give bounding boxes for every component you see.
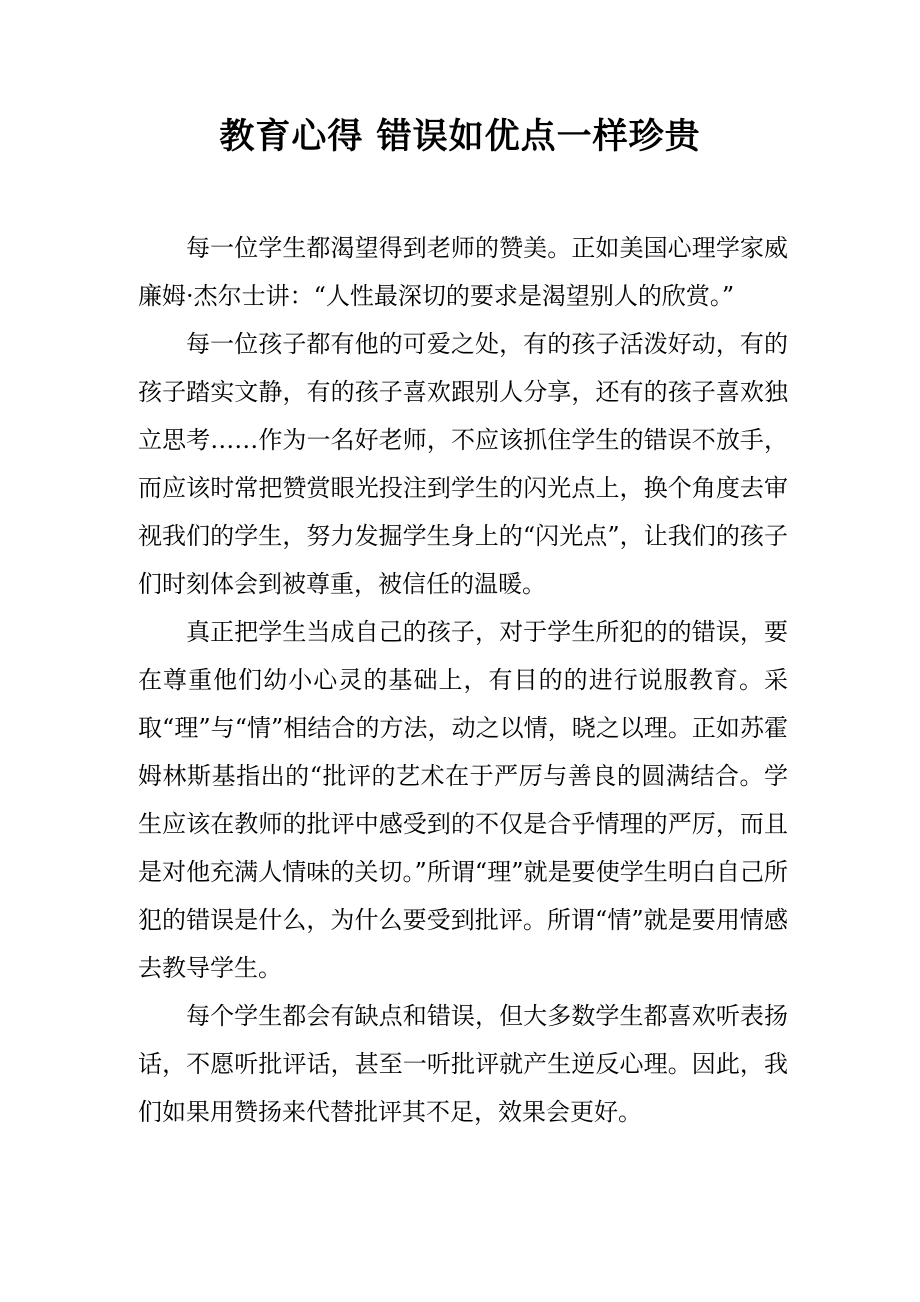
paragraph-3: 真正把学生当成自己的孩子，对于学生所犯的的错误，要在尊重他们幼小心灵的基础上，有目的的进行说服教育。采取“理”与“情”相结合的方法，动之以情，晓之以理。正如苏霍姆林斯基指出的“批评的艺术在于严厉与善良的圆满结合。学生应该在教师的批评中感受到的不仅是合乎情理的严厉，而且是对他充满人情味的关切。”所谓“理”就是要使学生明白自己所犯的错误是什么，为什么要受到批评。所谓“情”就是要用情感去教导学生。 xyxy=(138,618,788,982)
paragraph-4: 每个学生都会有缺点和错误，但大多数学生都喜欢听表扬话，不愿听批评话，甚至一听批评就产生逆反心理。因此，我们如果用赞扬来代替批评其不足，效果会更好。 xyxy=(138,1002,788,1126)
document-title: 教育心得 错误如优点一样珍贵 xyxy=(219,116,701,157)
document-body xyxy=(138,224,788,1136)
paragraph-1: 每一位学生都渴望得到老师的赞美。正如美国心理学家威廉姆·杰尔士讲：“人性最深切的要求是渴望别人的欣赏。” xyxy=(138,234,788,310)
paragraph-2: 每一位孩子都有他的可爱之处，有的孩子活泼好动，有的孩子踏实文静，有的孩子喜欢跟别人分享，还有的孩子喜欢独立思考……作为一名好老师，不应该抓住学生的错误不放手，而应该时常把赞赏眼光投注到学生的闪光点上，换个角度去审视我们的学生，努力发掘学生身上的“闪光点”，让我们的孩子们时刻体会到被尊重，被信任的温暖。 xyxy=(138,330,788,598)
